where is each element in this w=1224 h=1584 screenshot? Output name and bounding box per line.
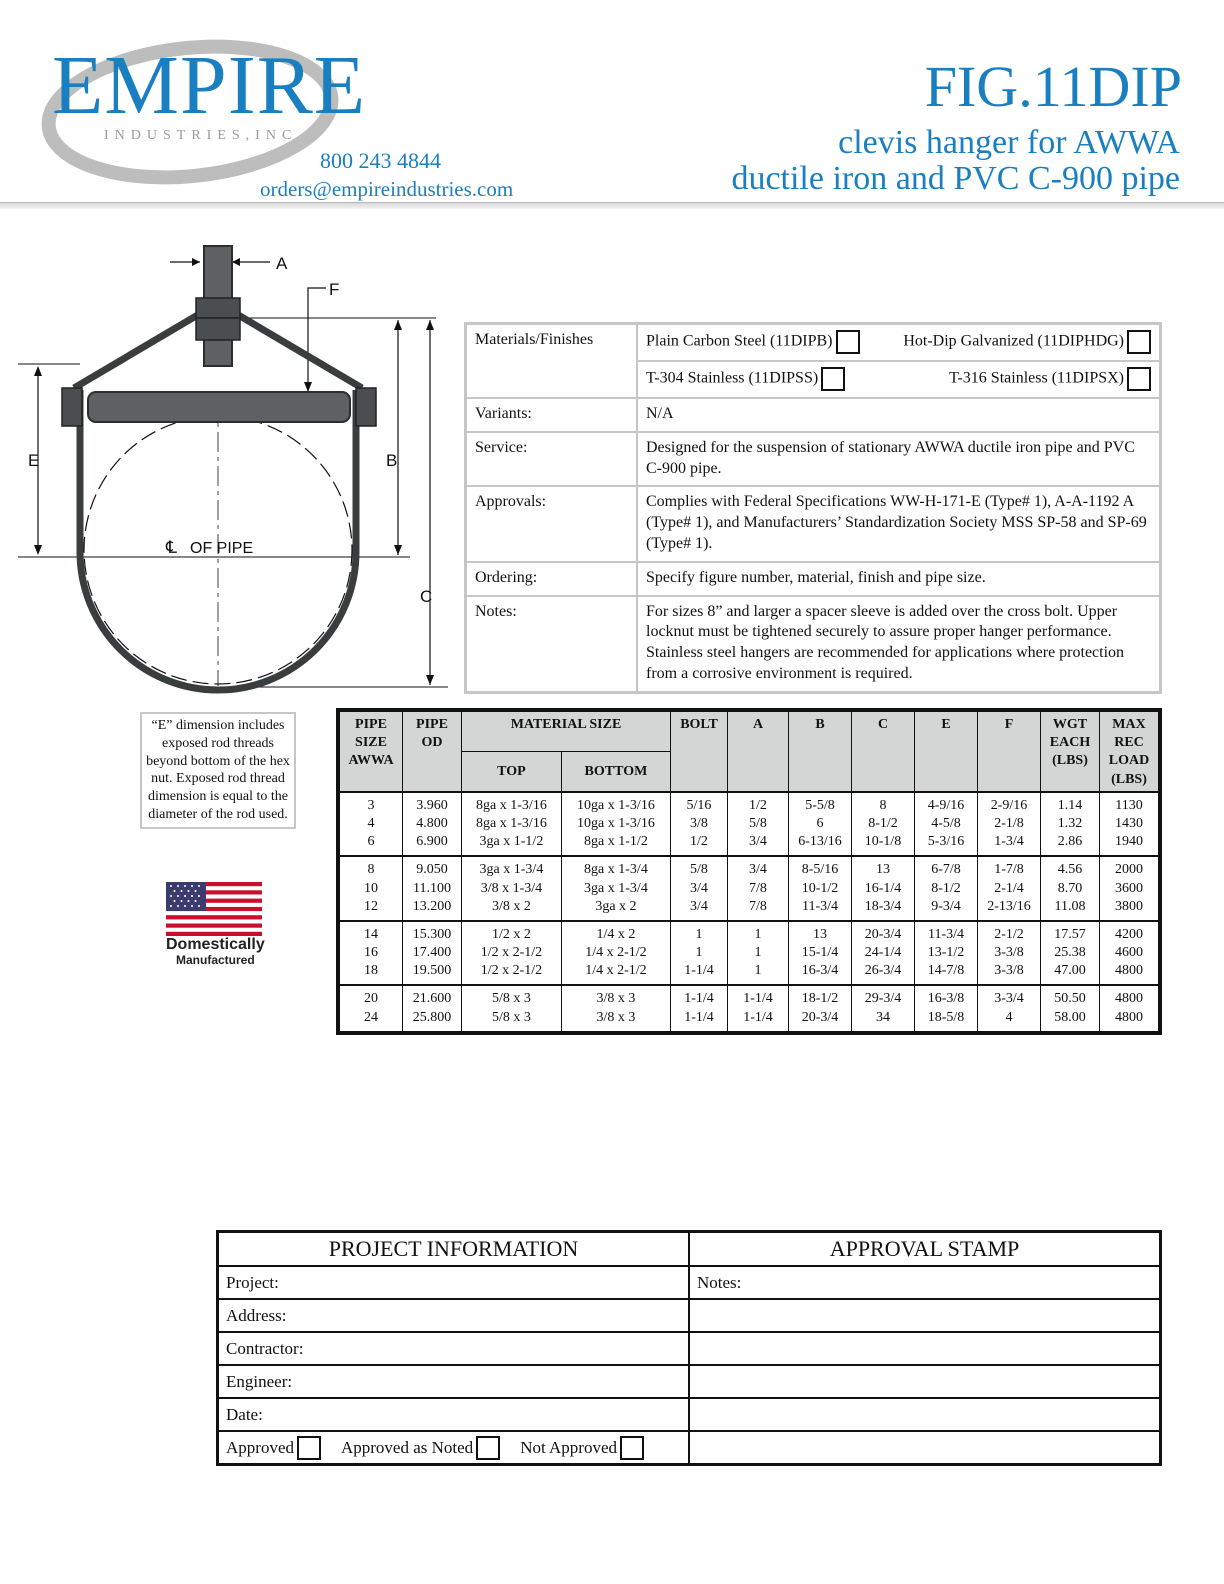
cell-size: 8 10 12 [338,856,403,921]
material-t316: T-316 Stainless (11DIPSX) [949,369,1124,387]
cell-max: 4800 4800 [1100,985,1161,1032]
stamp-area-row [689,1332,1161,1365]
dim-label-f: F [329,280,340,299]
stamp-area-row [689,1299,1161,1332]
cell-e: 6-7/8 8-1/2 9-3/4 [915,856,978,921]
cell-max: 1130 1430 1940 [1100,792,1161,857]
cell-bottom: 1/4 x 2 1/4 x 2-1/2 1/4 x 2-1/2 [561,921,670,986]
cell-od: 3.960 4.800 6.900 [403,792,462,857]
checkbox-galvanized[interactable] [1127,330,1151,354]
materials-label: Materials/Finishes [466,324,638,399]
table-row [338,921,1160,986]
table-row [338,985,1160,1032]
cell-bottom: 8ga x 1-3/4 3ga x 1-3/4 3ga x 2 [561,856,670,921]
checkbox-plain-carbon[interactable] [836,330,860,354]
project-field[interactable]: Project: [218,1266,690,1299]
centerline-label: OF PIPE [190,540,254,557]
dimensions-table [336,708,1162,1035]
material-t304: T-304 Stainless (11DIPSS) [646,369,819,387]
variants-value: N/A [637,398,1161,432]
clevis-hanger-drawing [0,220,460,700]
cell-top: 3ga x 1-3/4 3/8 x 1-3/4 3/8 x 2 [462,856,562,921]
cell-max: 2000 3600 3800 [1100,856,1161,921]
cell-top: 8ga x 1-3/16 8ga x 1-3/16 3ga x 1-1/2 [462,792,562,857]
cell-f: 2-1/2 3-3/8 3-3/8 [978,921,1041,986]
material-plain-carbon: Plain Carbon Steel (11DIPB) [646,332,833,350]
cell-c: 20-3/4 24-1/4 26-3/4 [852,921,915,986]
notes-field[interactable]: Notes: [689,1266,1161,1299]
cell-bolt: 5/8 3/4 3/4 [671,856,728,921]
dim-label-e: E [28,451,40,470]
email-address[interactable]: orders@empireindustries.com [260,177,514,201]
header-divider [0,202,1224,209]
table-row [338,792,1160,857]
cell-c: 8 8-1/2 10-1/8 [852,792,915,857]
col-bottom: BOTTOM [561,752,670,792]
approvals-value: Complies with Federal Specifications WW-H-171-E (Type# 1), A-A-1192 A (Type# 1), and Manufacturers’ Standardization Society MSS SP-58 and SP-69 (Type# 1). [637,486,1161,561]
project-info-title: PROJECT INFORMATION [218,1232,690,1267]
cell-wgt: 17.57 25.38 47.00 [1041,921,1100,986]
address-field[interactable]: Address: [218,1299,690,1332]
engineer-field[interactable]: Engineer: [218,1365,690,1398]
svg-text:℄: ℄ [166,538,177,557]
approved-as-noted-label: Approved as Noted [340,1437,474,1457]
cell-f: 3-3/4 4 [978,985,1041,1032]
cell-max: 4200 4600 4800 [1100,921,1161,986]
date-field[interactable]: Date: [218,1398,690,1431]
badge-line2: Manufactured [176,953,255,967]
stamp-area-row [689,1431,1161,1465]
cell-a: 1 1 1 [728,921,789,986]
dim-label-a: A [276,254,288,273]
approval-stamp-title: APPROVAL STAMP [689,1232,1161,1267]
not-approved-checkbox[interactable] [620,1436,644,1460]
stamp-area-row [689,1398,1161,1431]
approved-label: Approved [226,1437,294,1457]
cell-bolt: 5/16 3/8 1/2 [671,792,728,857]
notes-value: For sizes 8” and larger a spacer sleeve is added over the cross bolt. Upper locknut must be tightened securely to assure proper hanger performance. Stainless steel hangers are recommended for applications where protection from a corrosive environment is required. [637,596,1161,693]
cell-c: 29-3/4 34 [852,985,915,1032]
col-b: B [789,710,852,792]
col-f: F [978,710,1041,792]
contractor-field[interactable]: Contractor: [218,1332,690,1365]
cell-f: 2-9/16 2-1/8 1-3/4 [978,792,1041,857]
cell-a: 1-1/4 1-1/4 [728,985,789,1032]
cell-b: 5-5/8 6 6-13/16 [789,792,852,857]
product-subtitle-line1: clevis hanger for AWWA [838,124,1180,161]
cell-od: 15.300 17.400 19.500 [403,921,462,986]
brand-logo: EMPIRE [52,39,367,132]
approved-checkbox[interactable] [297,1436,321,1460]
cell-top: 1/2 x 2 1/2 x 2-1/2 1/2 x 2-1/2 [462,921,562,986]
cell-od: 9.050 11.100 13.200 [403,856,462,921]
cell-e: 16-3/8 18-5/8 [915,985,978,1032]
stamp-area-row [689,1365,1161,1398]
table-row [338,856,1160,921]
col-max-load: MAX REC LOAD (LBS) [1100,710,1161,792]
service-label: Service: [466,432,638,487]
cell-a: 3/4 7/8 7/8 [728,856,789,921]
cell-a: 1/2 5/8 3/4 [728,792,789,857]
checkbox-t316[interactable] [1127,367,1151,391]
col-pipe-od: PIPE OD [403,710,462,792]
not-approved-label: Not Approved [520,1437,617,1457]
dim-label-b: B [386,451,398,470]
cell-bottom: 3/8 x 3 3/8 x 3 [561,985,670,1032]
cell-top: 5/8 x 3 5/8 x 3 [462,985,562,1032]
material-galvanized: Hot-Dip Galvanized (11DIPHDG) [903,332,1124,350]
product-subtitle-line2: ductile iron and PVC C-900 pipe [731,160,1180,197]
dim-label-c: C [420,587,433,606]
materials-row-1 [637,324,1161,362]
approvals-label: Approvals: [466,486,638,561]
col-a: A [728,710,789,792]
spec-table [464,322,1162,694]
phone-number: 800 243 4844 [320,148,441,173]
e-dimension-note: “E” dimension includes exposed rod threads beyond bottom of the hex nut. Exposed rod thread dimension is equal to the diameter of the rod used. [140,712,296,829]
cell-size: 3 4 6 [338,792,403,857]
cell-wgt: 4.56 8.70 11.08 [1041,856,1100,921]
ordering-value: Specify figure number, material, finish and pipe size. [637,562,1161,596]
notes-label: Notes: [466,596,638,693]
cell-e: 11-3/4 13-1/2 14-7/8 [915,921,978,986]
cell-b: 18-1/2 20-3/4 [789,985,852,1032]
us-flag-icon [166,882,262,936]
cell-size: 14 16 18 [338,921,403,986]
cell-bottom: 10ga x 1-3/16 10ga x 1-3/16 8ga x 1-1/2 [561,792,670,857]
col-c: C [852,710,915,792]
col-material-size: MATERIAL SIZE [462,710,671,752]
cell-od: 21.600 25.800 [403,985,462,1032]
ordering-label: Ordering: [466,562,638,596]
cell-c: 13 16-1/4 18-3/4 [852,856,915,921]
col-e: E [915,710,978,792]
cell-wgt: 50.50 58.00 [1041,985,1100,1032]
materials-row-2 [637,361,1161,398]
approved-as-noted-checkbox[interactable] [476,1436,500,1460]
service-value: Designed for the suspension of stationary AWWA ductile iron pipe and PVC C-900 pipe. [637,432,1161,487]
cell-wgt: 1.14 1.32 2.86 [1041,792,1100,857]
cell-bolt: 1-1/4 1-1/4 [671,985,728,1032]
cell-e: 4-9/16 4-5/8 5-3/16 [915,792,978,857]
approval-options [218,1431,690,1465]
checkbox-t304[interactable] [821,367,845,391]
cell-b: 13 15-1/4 16-3/4 [789,921,852,986]
badge-line1: Domestically [166,936,265,953]
cell-bolt: 1 1 1-1/4 [671,921,728,986]
col-pipe-size: PIPE SIZE AWWA [338,710,403,792]
cell-b: 8-5/16 10-1/2 11-3/4 [789,856,852,921]
cell-size: 20 24 [338,985,403,1032]
brand-subtitle: INDUSTRIES,INC [104,128,298,143]
col-top: TOP [462,752,562,792]
col-wgt: WGT EACH (LBS) [1041,710,1100,792]
variants-label: Variants: [466,398,638,432]
project-info-table [216,1230,1162,1466]
cell-f: 1-7/8 2-1/4 2-13/16 [978,856,1041,921]
figure-number: FIG.11DIP [924,54,1182,119]
col-bolt: BOLT [671,710,728,792]
